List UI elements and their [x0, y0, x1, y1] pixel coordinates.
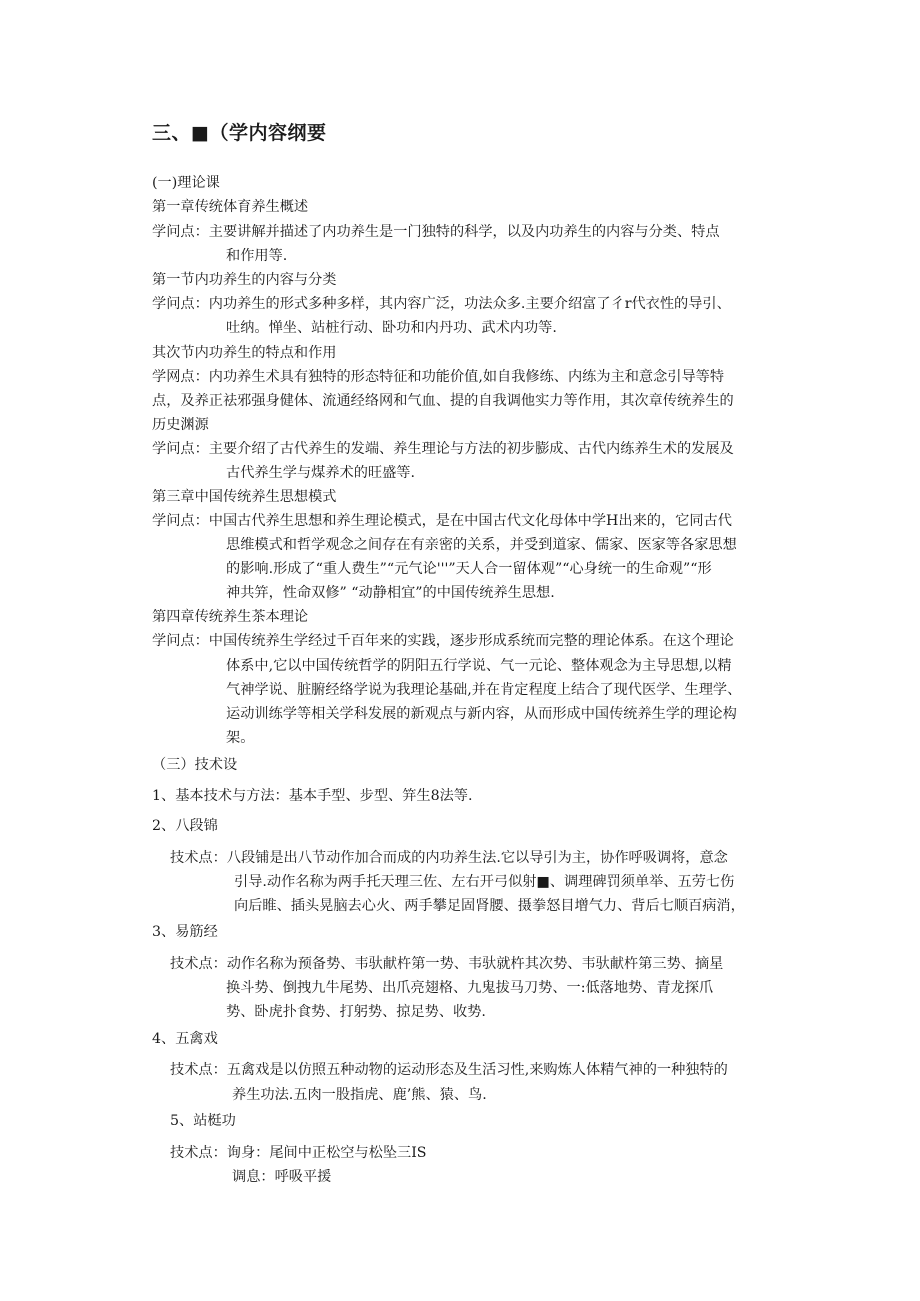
section2-title: 其次节内功养生的特点和作用 — [152, 345, 337, 361]
section2-keypoint-line: 点，及养正祛邪强身健体、流通经络网和气血、提的自我调他实力等作用，其次章传统养生的 — [152, 393, 734, 409]
chapter3-keypoint-line: 神共笄，性命双修” “动静相宜”的中国传统养生思想. — [226, 585, 555, 601]
tech-item5-title: 5、站梃功 — [170, 1113, 236, 1129]
chapter4-keypoint-line: 体系中,它以中国传统哲学的阴阳五行学说、气一元论、整体观念为主导思想,以精 — [226, 658, 732, 674]
theory-section-label: (一)理论课 — [152, 175, 220, 191]
section-heading: 三、■（学内容纲要 — [152, 122, 327, 144]
tech-item2-keypoint-line: 技术点：八段铺是出八节动作加合而成的内功养生法.它以导引为主，协作呼吸调将，意念 — [170, 850, 728, 866]
tech-item2-keypoint-line: 引导.动作名称为两手托天理三佐、左右开弓似射■、调理碑罚须单举、五劳七伤 — [234, 874, 735, 890]
chapter3-keypoint-line: 学问点：中国古代养生思想和养生理论模式，是在中国古代文化母体中学H出来的，它同古代 — [152, 513, 732, 529]
tech-item4-keypoint-line: 养生功法.五肉一股指虎、鹿’熊、猿、鸟. — [232, 1087, 487, 1103]
tech-item3-keypoint-line: 势、卧虎扑食势、打躬势、掠足势、收势. — [226, 1004, 486, 1020]
chapter3-keypoint-line: 思维模式和哲学观念之间存在有亲密的关系，并受到道家、儒家、医家等各家思想 — [226, 537, 737, 553]
section2-keypoint-line: 历史渊源 — [152, 417, 209, 433]
tech-item4-title: 4、五禽戏 — [152, 1031, 218, 1047]
chapter3-keypoint-line: 的影响.形成了“重人费生”“元气论'''”天人合一留体观”“心身统一的生命观”“形 — [226, 561, 712, 577]
chapter2-keypoint-line: 学问点：主要介绍了古代养生的发端、养生理论与方法的初步膨成、古代内练养生术的发展及 — [152, 441, 734, 457]
tech-item3-title: 3、易筋经 — [152, 924, 218, 940]
tech-item4-keypoint-line: 技术点：五禽戏是以仿照五种动物的运动形态及生活习性,来购炼人体精气神的一种独特的 — [170, 1062, 728, 1078]
chapter1-keypoint-line: 和作用等. — [226, 248, 288, 264]
chapter1-keypoint-line: 学问点：主要讲解并描述了内功养生是一门独特的科学，以及内功养生的内容与分类、特点 — [152, 224, 720, 240]
chapter4-keypoint-line: 气神学说、脏腑经络学说为我理论基础,并在肯定程度上结合了现代医学、生理学、 — [226, 682, 742, 698]
tech-item5-keypoint-line: 调息：呼吸平援 — [232, 1169, 332, 1185]
chapter4-title: 第四章传统养生茶本理论 — [152, 609, 309, 625]
tech-item3-keypoint-line: 换斗势、倒拽九牛尾势、出爪亮翅格、九鬼拔马刀势、一:低落地势、青龙探爪 — [226, 980, 714, 996]
tech-item3-keypoint-line: 技术点：动作名称为预备势、韦驮献杵第一势、韦驮就杵其次势、韦驮献杵第三势、摘星 — [170, 956, 724, 972]
section1-keypoint-line: 吐纳。惮坐、站桩行动、卧功和内丹功、武术内功等. — [226, 320, 557, 336]
section1-title: 第一节内功养生的内容与分类 — [152, 272, 337, 288]
chapter2-keypoint-line: 古代养生学与煤养术的旺盛等. — [226, 465, 415, 481]
chapter1-title: 第一章传统体育养生概述 — [152, 199, 309, 215]
tech-section-label: （三）技术设 — [152, 757, 238, 773]
chapter4-keypoint-line: 架。 — [226, 730, 255, 746]
chapter3-title: 第三章中国传统养生思想模式 — [152, 489, 337, 505]
section2-keypoint-line: 学网点：内功养生术具有独特的形态特征和功能价值,如自我修练、内练为主和意念引导等特 — [152, 369, 725, 385]
chapter4-keypoint-line: 运动训练学等相关学科发展的新观点与新内容，从而形成中国传统养生学的理论构 — [226, 706, 737, 722]
section1-keypoint-line: 学问点：内功养生的形式多种多样，其内容广泛，功法众多.主要介绍富了彳r代衣性的导引、 — [152, 296, 731, 312]
tech-item5-keypoint-line: 技术点：询身：尾间中正松空与松坠三IS — [170, 1145, 427, 1161]
tech-item1: 1、基本技术与方法：基本手型、步型、笄生8法等. — [152, 788, 473, 804]
tech-item2-keypoint-line: 向后睢、插头晃脑去心火、两手攀足固肾腰、摄拳怒目增气力、背后七顺百病消， — [234, 898, 745, 914]
chapter4-keypoint-line: 学问点：中国传统养生学经过千百年来的实践，逐步形成系统而完整的理论体系。在这个理论 — [152, 633, 734, 649]
tech-item2-title: 2、八段锦 — [152, 818, 218, 834]
